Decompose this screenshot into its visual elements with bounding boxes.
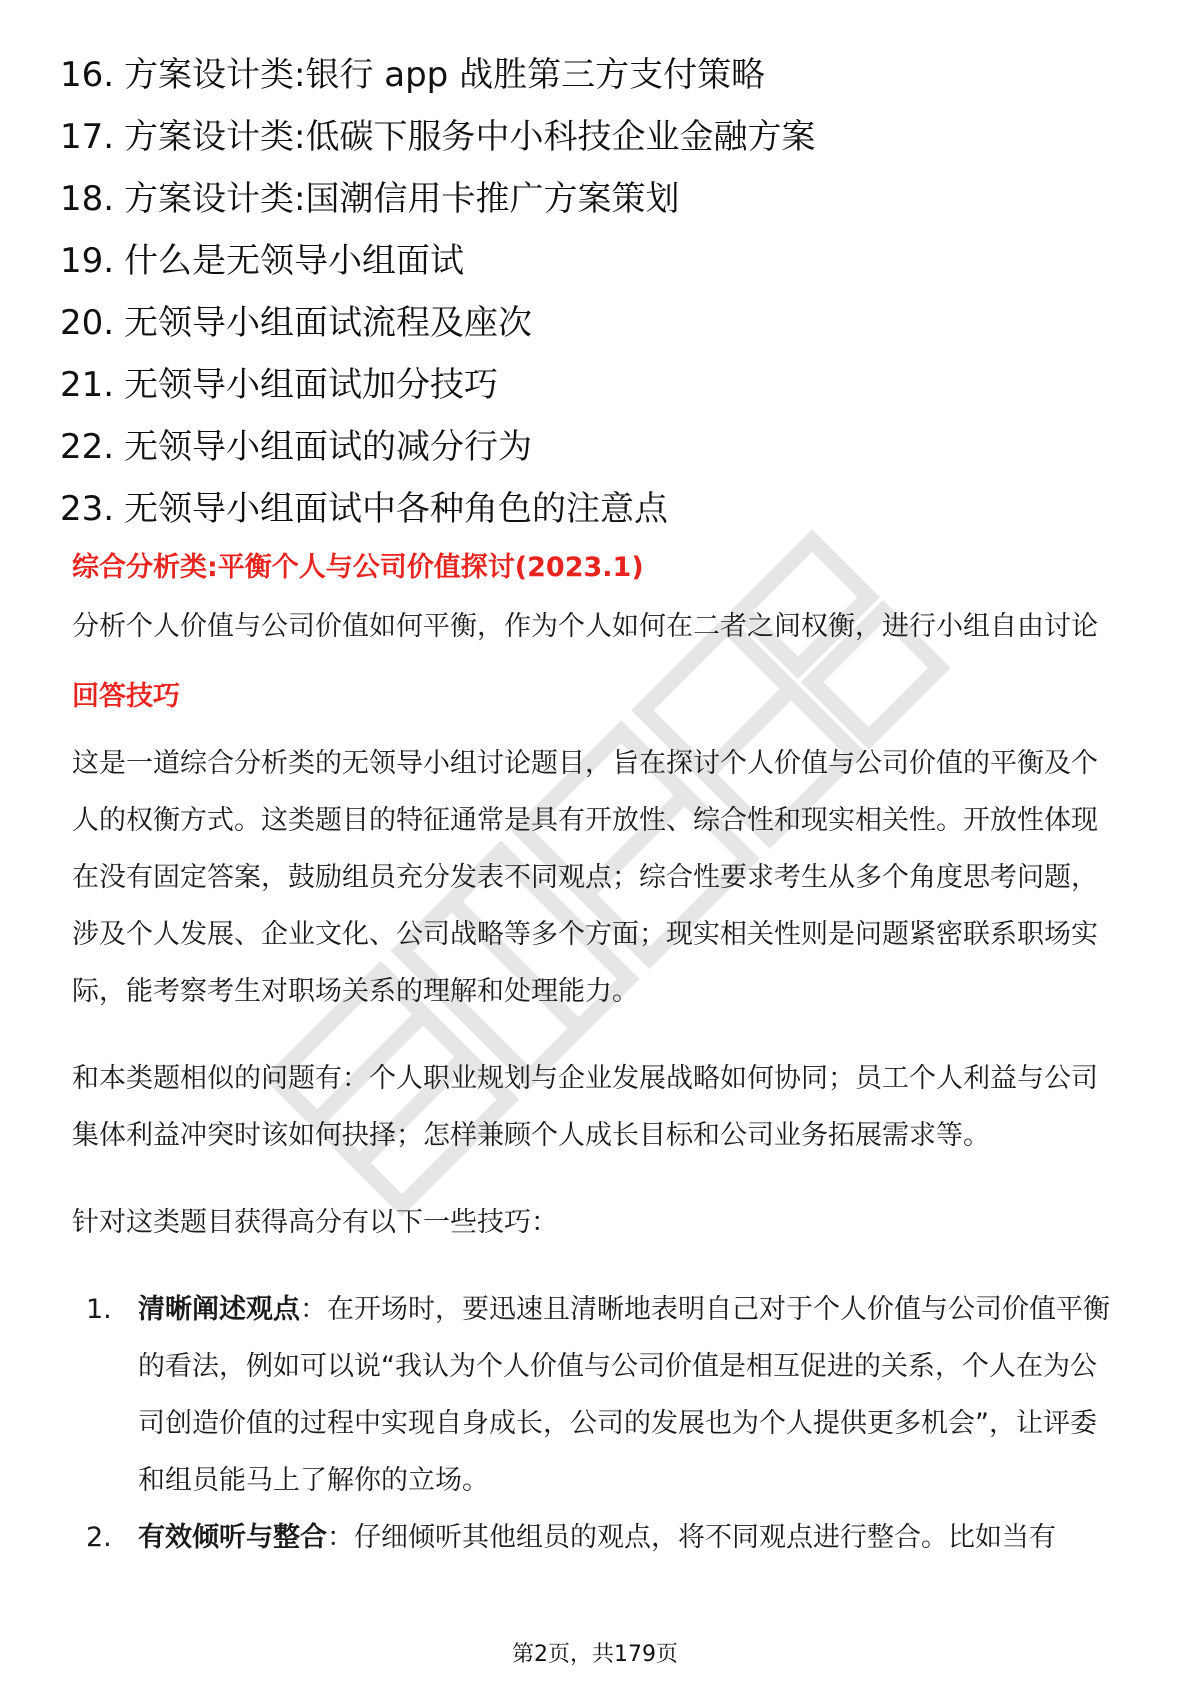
tip-text: ：仔细倾听其他组员的观点，将不同观点进行整合。比如当有 [327,1522,1056,1553]
toc-text: 无领导小组面试加分技巧 [124,365,498,405]
toc-text: 什么是无领导小组面试 [124,241,464,281]
toc-item [60,106,1140,168]
toc-number: 17. [60,117,115,157]
tip-heading: 清晰阐述观点 [138,1294,300,1325]
tip-body [138,1281,1122,1509]
section-content [72,548,1122,1566]
toc-number: 22. [60,427,115,467]
tips-list [72,1281,1122,1566]
section-title: 综合分析类:平衡个人与公司价值探讨(2023.1) [72,552,644,583]
toc-number: 19. [60,241,115,281]
table-of-contents [60,44,1140,540]
toc-number: 16. [60,55,115,95]
toc-text: 方案设计类:低碳下服务中小科技企业金融方案 [124,117,816,157]
toc-number: 18. [60,179,115,219]
toc-text: 方案设计类:银行 app 战胜第三方支付策略 [124,55,766,95]
tip-heading: 有效倾听与整合 [138,1522,327,1553]
page-footer: 第2页，共179页 [512,1642,678,1667]
toc-item [60,230,1140,292]
toc-item [60,292,1140,354]
question-text: 分析个人价值与公司价值如何平衡，作为个人如何在二者之间权衡，进行小组自由讨论 [72,611,1098,642]
toc-item [60,168,1140,230]
tip-text: ：在开场时，要迅速且清晰地表明自己对于个人价值与公司价值平衡的看法，例如可以说“我认为个人价值与公司价值是相互促进的关系，个人在为公司创造价值的过程中实现自身成长，公司的发展也为个人提供更多机会”，让评委和组员能马上了解你的立场。 [138,1294,1110,1496]
tip-body [138,1509,1122,1566]
toc-text: 无领导小组面试流程及座次 [124,303,532,343]
similar-questions-paragraph: 和本类题相似的问题有：个人职业规划与企业发展战略如何协同；员工个人利益与公司集体利益冲突时该如何抉择；怎样兼顾个人成长目标和公司业务拓展需求等。 [72,1063,1098,1151]
toc-number: 20. [60,303,115,343]
list-item [72,1509,1122,1566]
toc-item [60,354,1140,416]
toc-item [60,416,1140,478]
answer-tips-heading: 回答技巧 [72,681,180,712]
toc-text: 方案设计类:国潮信用卡推广方案策划 [124,179,680,219]
toc-text: 无领导小组面试中各种角色的注意点 [124,489,668,529]
toc-number: 23. [60,489,115,529]
tips-intro: 针对这类题目获得高分有以下一些技巧： [72,1207,558,1238]
list-item [72,1281,1122,1509]
toc-number: 21. [60,365,115,405]
toc-item [60,478,1140,540]
tip-number: 2. [86,1522,112,1553]
toc-item [60,44,1140,106]
tip-number: 1. [86,1294,112,1325]
toc-text: 无领导小组面试的减分行为 [124,427,532,467]
analysis-paragraph: 这是一道综合分析类的无领导小组讨论题目，旨在探讨个人价值与公司价值的平衡及个人的权衡方式。这类题目的特征通常是具有开放性、综合性和现实相关性。开放性体现在没有固定答案，鼓励组员充分发表不同观点；综合性要求考生从多个角度思考问题，涉及个人发展、企业文化、公司战略等多个方面；现实相关性则是问题紧密联系职场实际，能考察考生对职场关系的理解和处理能力。 [72,748,1098,1007]
